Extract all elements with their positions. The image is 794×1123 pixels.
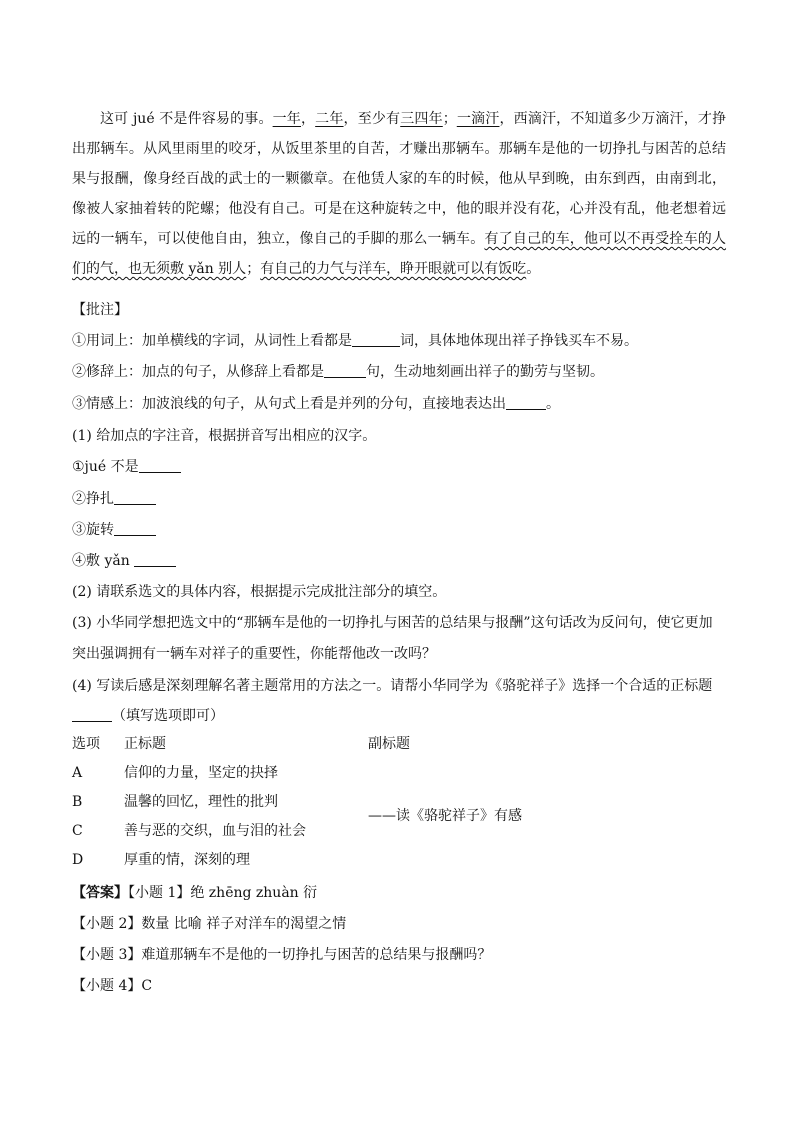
question-3-line-1: (3) 小华同学想把选文中的“那辆车是他的一切挣扎与困苦的总结果与报酬”这句话改为反问句，使它更加: [72, 615, 713, 631]
answer-blank[interactable]: [506, 395, 546, 410]
answer-blank[interactable]: [324, 363, 366, 378]
answer-2: 【小题 2】数量 比喻 祥子对洋车的渴望之情: [72, 916, 347, 932]
answer-1: 【答案】【小题 1】绝 zhēng zhuàn 衍: [72, 885, 318, 901]
answer-blank[interactable]: [72, 707, 112, 722]
question-1-item: ②挣扎: [72, 489, 732, 509]
note-1: ①用词上：加单横线的字词，从词性上看都是 词，具体地体现出祥子挣钱买车不易。: [72, 333, 638, 349]
underlined-word: 一滴汗: [456, 111, 500, 127]
wavy-underlined-clause: 有了自己的车，他可以不再受拴车的人们的气，也无须敷 yǎn 别人: [72, 231, 727, 277]
option-letter: C: [72, 823, 83, 839]
answer-3: 【小题 3】难道那辆车不是他的一切挣扎与困苦的总结果与报酬吗？: [72, 947, 492, 963]
note-2: ②修辞上：加点的句子，从修辞上看都是 句，生动地刻画出祥子的勤劳与坚韧。: [72, 364, 604, 380]
option-title: 善与恶的交织，血与泪的社会: [124, 823, 306, 839]
answer-blank[interactable]: [352, 332, 400, 347]
passage-text: 。: [526, 261, 541, 277]
reading-passage: [72, 104, 726, 284]
question-1-item: ④敷 yǎn: [72, 551, 732, 571]
wavy-underlined-clause: 有自己的力气与洋车，睁开眼就可以有饭吃: [260, 261, 527, 277]
passage-text: ，西滴汗，不知道多少万滴汗，才挣出那辆车。从风里雨里的咬牙，从饭里茶里的自苦，才赚出那辆车。那辆车是他的一切挣扎与困苦的总结果与报酬，像身经百战的武士的一颗徽章。在他赁人家的车的时候，他从早到晚，由东到西，由南到北，像被人家抽着转的陀螺；他没有自己。可是在这种旋转之中，他的眼并没有花，心并没有乱，他老想着远远的一辆车，可以使他自由，独立，像自己的手脚的那么一辆车。: [72, 111, 727, 247]
option-letter: A: [72, 765, 83, 781]
passage-text: ；: [246, 261, 261, 277]
passage-text: ，: [300, 111, 316, 127]
question-1-item: ①jué 不是: [72, 457, 732, 477]
note-3: ③情感上：加波浪线的句子，从句式上看是并列的分句，直接地表达出 。: [72, 396, 560, 412]
answer-blank[interactable]: [114, 521, 156, 536]
underlined-word: 一年: [272, 111, 301, 127]
answer-4: 【小题 4】C: [72, 978, 153, 994]
shared-subtitle: ——读《骆驼祥子》有感: [368, 808, 522, 824]
option-title: 温馨的回忆，理性的批判: [124, 794, 278, 810]
passage-text: ；: [442, 111, 457, 127]
question-3-line-2: 突出强调拥有一辆车对祥子的重要性，你能帮他改一改吗？: [72, 646, 436, 662]
table-header-title: 正标题: [124, 736, 166, 752]
answer-blank[interactable]: [114, 490, 156, 505]
option-title: 信仰的力量，坚定的抉择: [124, 765, 278, 781]
question-4-line-1: (4) 写读后感是深刻理解名著主题常用的方法之一。请帮小华同学为《骆驼祥子》选择一个合适的正标题: [72, 678, 713, 694]
answer-blank[interactable]: [134, 552, 176, 567]
table-header-option: 选项: [72, 736, 100, 752]
passage-text: 这可 jué 不是件容易的事。: [100, 111, 273, 127]
option-title: 厚重的情，深刻的理: [124, 852, 250, 868]
question-1-item: ③旋转: [72, 520, 732, 540]
passage-text: ，至少有: [343, 111, 401, 127]
question-4-line-2: （填写选项即可）: [72, 706, 732, 726]
answer-blank[interactable]: [139, 458, 181, 473]
notes-header: 【批注】: [72, 302, 128, 318]
table-header-subtitle: 副标题: [368, 736, 410, 752]
option-letter: D: [72, 852, 84, 868]
question-1: (1) 给加点的字注音，根据拼音写出相应的汉字。: [72, 428, 377, 444]
option-letter: B: [72, 794, 83, 810]
underlined-word: 二年: [315, 111, 344, 127]
underlined-word: 三四年: [400, 111, 443, 127]
question-2: (2) 请联系选文的具体内容，根据提示完成批注部分的填空。: [72, 584, 447, 600]
